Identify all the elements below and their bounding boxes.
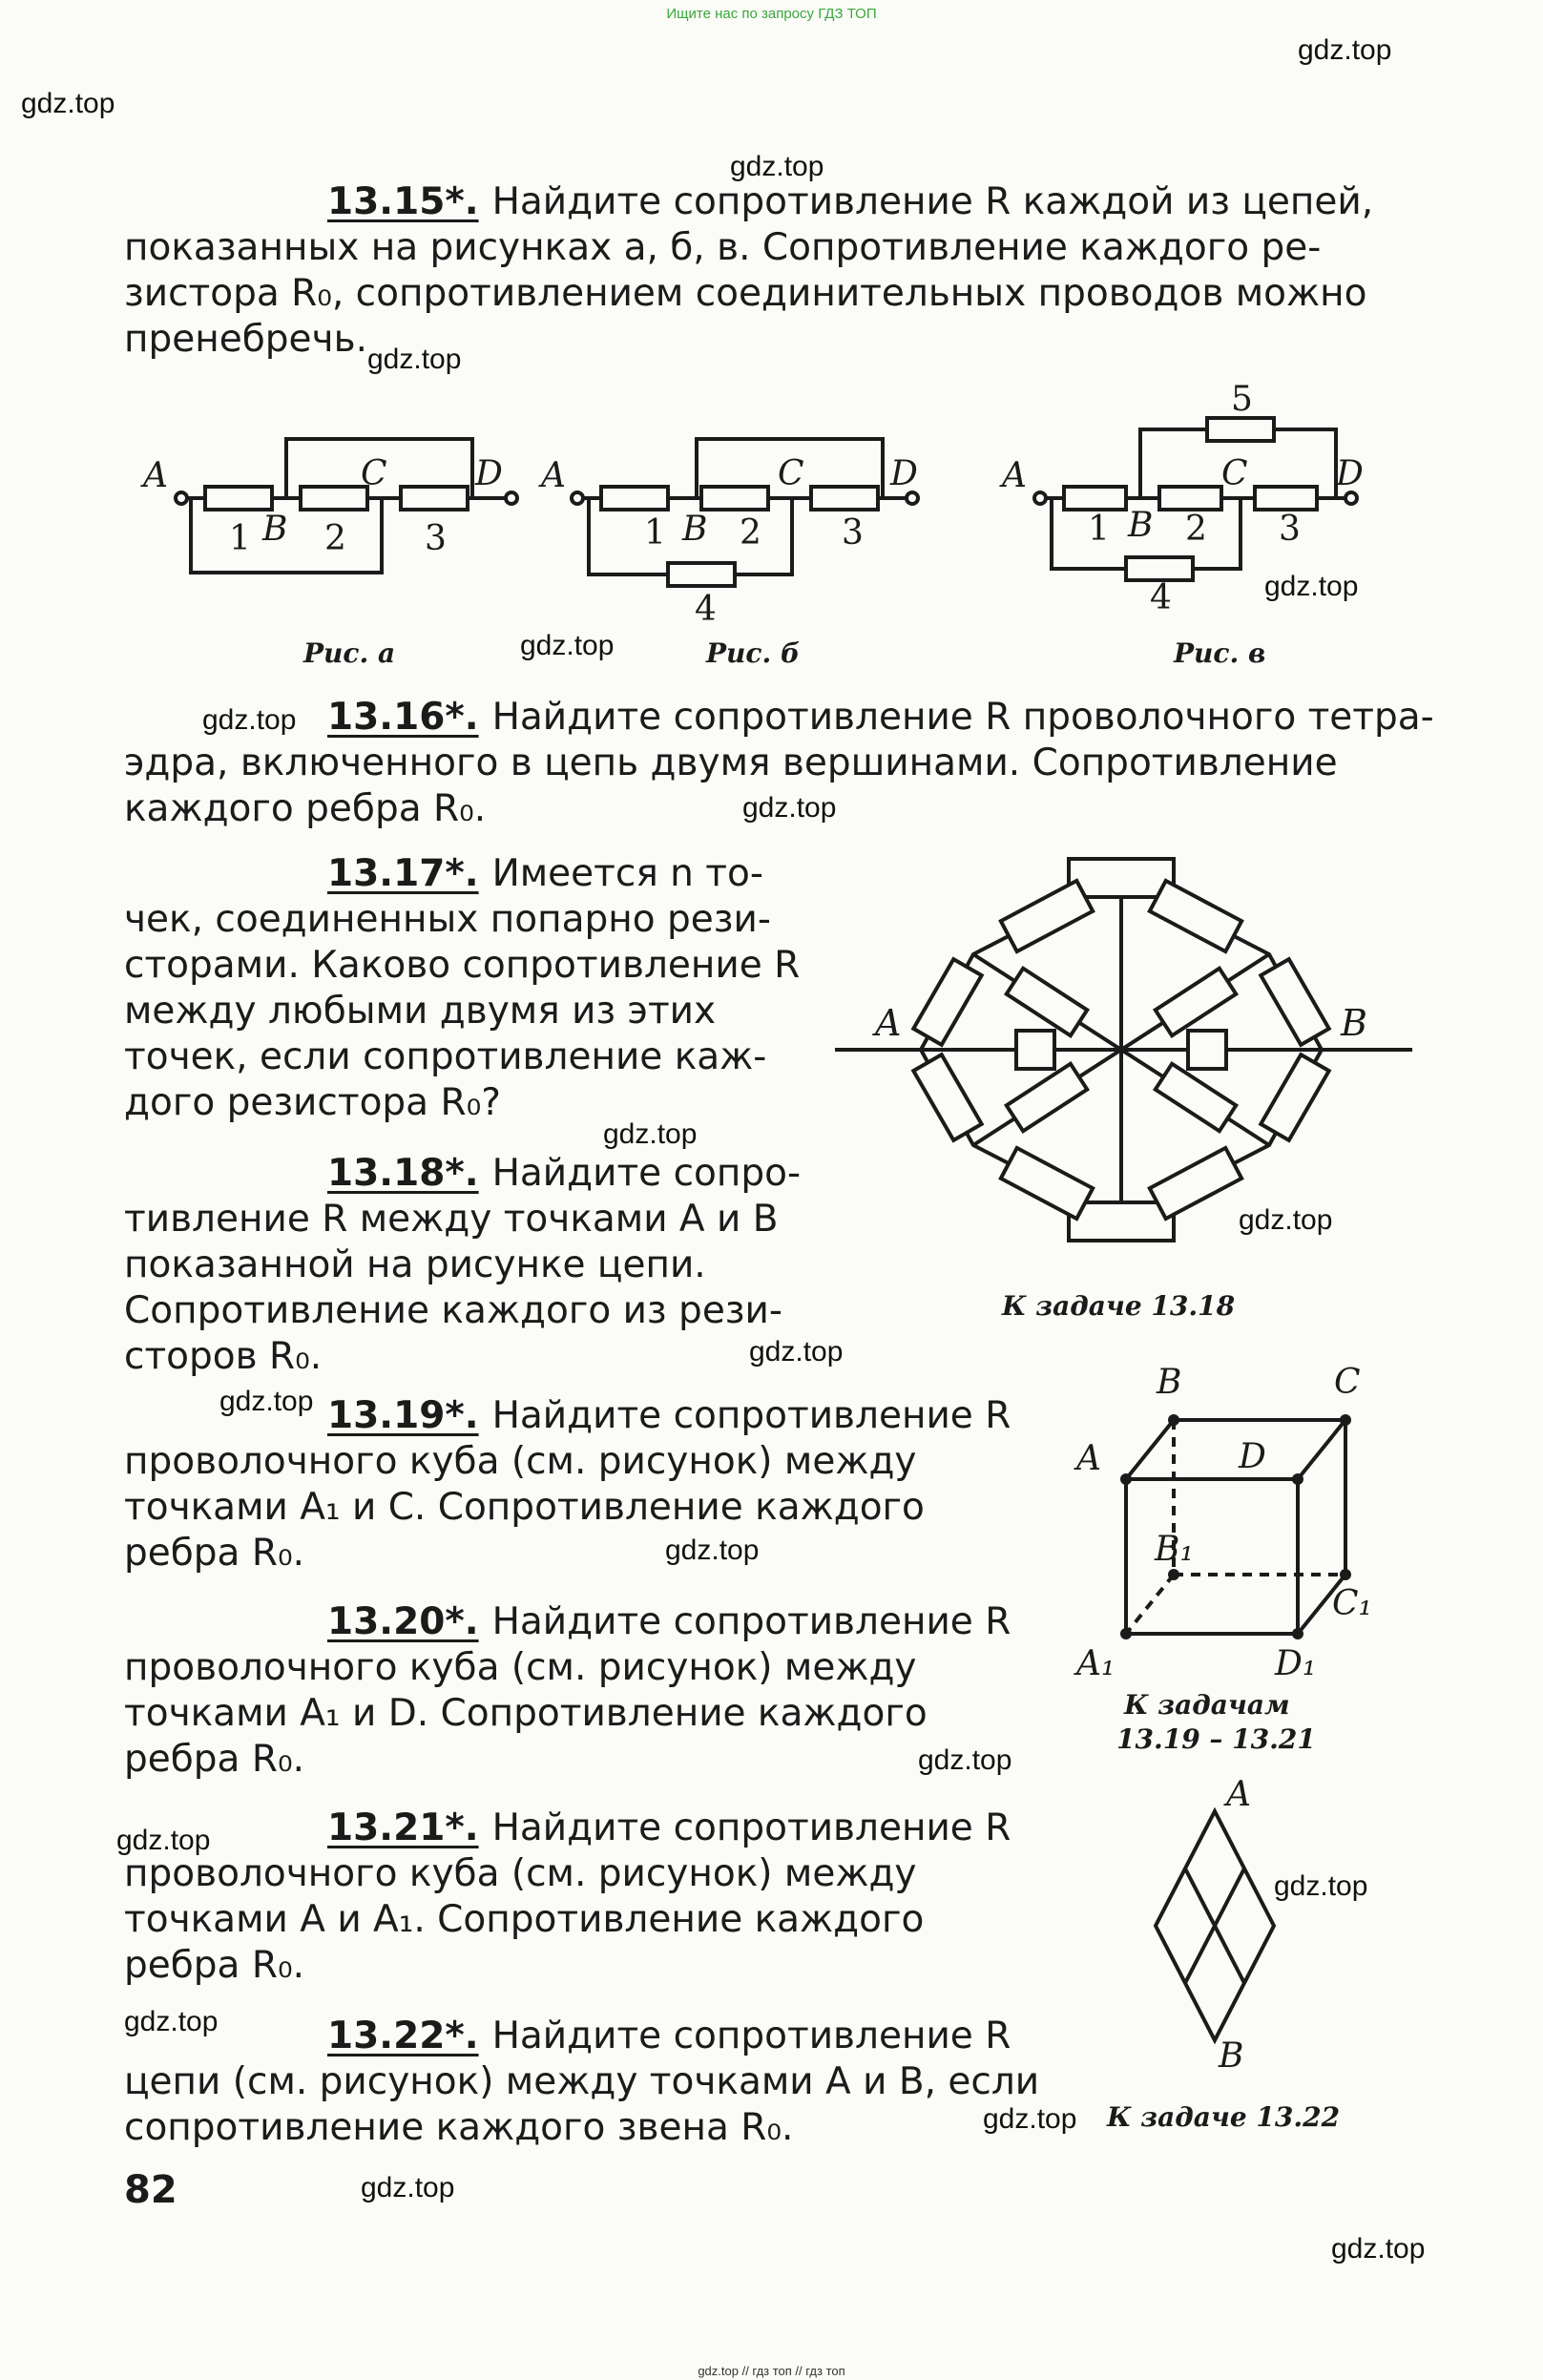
watermark: gdz.top — [367, 344, 462, 375]
problem-13-18-line-3: показанной на рисунке цепи. — [124, 1243, 706, 1286]
fig-v-label-B: B — [1128, 506, 1154, 545]
cube-label-B1: B₁ — [1155, 1530, 1194, 1569]
cube-label-D1: D₁ — [1275, 1644, 1317, 1683]
problem-13-22-line-3: сопротивление каждого звена R₀. — [124, 2106, 794, 2149]
watermark: gdz.top — [124, 2006, 219, 2037]
problem-13-21-line-1: 13.21*. Найдите сопротивление R — [327, 1806, 1011, 1849]
problem-13-21-line-2: проволочного куба (см. рисунок) между — [124, 1852, 917, 1895]
problem-13-21-line-3: точками A и A₁. Сопротивление каждого — [124, 1898, 925, 1941]
problem-13-17-line-1: 13.17*. Имеется n то- — [327, 852, 763, 895]
fig-a-resistor-3: 3 — [425, 519, 447, 558]
problem-13-15-line-1: 13.15*. Найдите сопротивление R каждой из цепей, — [327, 180, 1374, 223]
header-banner[interactable]: Ищите нас по запросу ГДЗ ТОП — [666, 6, 877, 22]
fig-a-label-C: C — [361, 454, 387, 493]
fig-v-caption: Рис. в — [1174, 637, 1266, 669]
problem-13-18-line-1: 13.18*. Найдите сопро- — [327, 1152, 802, 1195]
cube-caption-line-1: К задачам — [1124, 1689, 1290, 1721]
watermark: gdz.top — [202, 704, 297, 736]
cube-label-B: B — [1157, 1363, 1182, 1402]
watermark: gdz.top — [1239, 1204, 1333, 1236]
fig-a-label-A: A — [143, 456, 168, 495]
watermark: gdz.top — [742, 792, 837, 824]
fig-rhombus — [1140, 1773, 1303, 2078]
watermark: gdz.top — [983, 2103, 1077, 2135]
fig-13-18-label-B: B — [1341, 1002, 1367, 1044]
rhombus-label-A: A — [1226, 1775, 1251, 1814]
watermark: gdz.top — [520, 630, 615, 661]
watermark: gdz.top — [730, 151, 824, 182]
problem-13-15-line-4: пренебречь. — [124, 318, 367, 361]
fig-a-label-B: B — [262, 510, 288, 549]
problem-13-19-line-4: ребра R₀. — [124, 1532, 304, 1575]
watermark: gdz.top — [21, 88, 115, 119]
rhombus-caption: К задаче 13.22 — [1107, 2101, 1341, 2133]
fig-b-label-C: C — [778, 454, 804, 493]
cube-label-C: C — [1334, 1363, 1361, 1402]
fig-a-caption: Рис. а — [303, 637, 396, 669]
problem-13-18-line-2: тивление R между точками A и B — [124, 1198, 779, 1241]
problem-13-22-line-1: 13.22*. Найдите сопротивление R — [327, 2015, 1011, 2057]
problem-13-19-line-3: точками A₁ и C. Сопротивление каждого — [124, 1486, 925, 1529]
fig-a-label-D: D — [475, 454, 503, 493]
watermark: gdz.top — [749, 1336, 844, 1367]
cube-label-C1: C₁ — [1332, 1584, 1372, 1623]
problem-13-22-line-2: цепи (см. рисунок) между точками A и B, если — [124, 2060, 1040, 2103]
problem-13-16-number: 13.16*. — [327, 696, 479, 739]
problem-13-20-number: 13.20*. — [327, 1600, 479, 1643]
fig-v-resistor-4: 4 — [1150, 578, 1172, 617]
fig-a-resistor-1: 1 — [229, 519, 251, 558]
problem-13-17-line-6: дого резистора R₀? — [124, 1081, 501, 1124]
problem-13-17-number: 13.17*. — [327, 852, 479, 895]
fig-v-label-D: D — [1336, 454, 1364, 493]
watermark: gdz.top — [116, 1825, 211, 1856]
fig-b-resistor-4: 4 — [695, 590, 717, 629]
problem-13-20-line-1: 13.20*. Найдите сопротивление R — [327, 1600, 1011, 1643]
fig-b-label-A: A — [541, 456, 566, 495]
fig-b-resistor-1: 1 — [644, 513, 666, 553]
problem-13-17-line-2: чек, соединенных попарно рези- — [124, 898, 771, 941]
problem-13-16-line-3: каждого ребра R₀. — [124, 787, 487, 830]
fig-cube — [1076, 1363, 1393, 1683]
problem-13-15-line-2: показанных на рисунках а, б, в. Сопротивление каждого ре- — [124, 226, 1322, 269]
fig-v-label-A: A — [1002, 456, 1027, 495]
problem-13-15-line-3: зистора R₀, сопротивлением соединительных проводов можно — [124, 272, 1367, 315]
problem-13-18-number: 13.18*. — [327, 1152, 479, 1195]
fig-v-resistor-5: 5 — [1231, 380, 1253, 419]
fig-b-label-B: B — [682, 510, 708, 549]
problem-13-18-line-4: Сопротивление каждого из рези- — [124, 1289, 782, 1332]
footer-banner[interactable]: gdz.top // гдз топ // гдз топ — [698, 2364, 845, 2378]
problem-13-15-number: 13.15*. — [327, 180, 479, 223]
cube-label-A1: A₁ — [1076, 1644, 1116, 1683]
fig-13-18-circuit — [835, 840, 1412, 1298]
cube-caption-line-2: 13.19 – 13.21 — [1116, 1723, 1316, 1755]
watermark: gdz.top — [603, 1118, 698, 1150]
rhombus-label-B: B — [1219, 2036, 1244, 2076]
fig-13-18-caption: К задаче 13.18 — [1002, 1290, 1236, 1322]
fig-13-18-label-A: A — [875, 1002, 902, 1044]
fig-b-resistor-2: 2 — [740, 513, 761, 553]
problem-13-20-line-3: точками A₁ и D. Сопротивление каждого — [124, 1692, 928, 1735]
fig-v-resistor-1: 1 — [1088, 510, 1110, 549]
problem-13-20-line-4: ребра R₀. — [124, 1738, 304, 1781]
problem-13-16-line-2: эдра, включенного в цепь двумя вершинами. Сопротивление — [124, 741, 1338, 784]
fig-v-label-C: C — [1221, 454, 1248, 493]
problem-13-21-line-4: ребра R₀. — [124, 1944, 304, 1987]
problem-13-17-line-3: сторами. Каково сопротивление R — [124, 944, 801, 987]
problem-13-19-line-2: проволочного куба (см. рисунок) между — [124, 1440, 917, 1483]
watermark: gdz.top — [1298, 34, 1392, 66]
problem-13-19-number: 13.19*. — [327, 1394, 479, 1437]
watermark: gdz.top — [1264, 571, 1359, 602]
fig-a-resistor-2: 2 — [324, 519, 346, 558]
problem-13-18-line-5: сторов R₀. — [124, 1335, 323, 1378]
fig-b-label-D: D — [890, 454, 918, 493]
cube-label-D: D — [1239, 1437, 1266, 1476]
fig-v-resistor-2: 2 — [1185, 510, 1207, 549]
problem-13-17-line-4: между любыми двумя из этих — [124, 990, 717, 1033]
watermark: gdz.top — [219, 1386, 314, 1417]
fig-b-resistor-3: 3 — [842, 513, 864, 553]
watermark: gdz.top — [918, 1744, 1012, 1776]
fig-b-caption: Рис. б — [706, 637, 801, 669]
fig-v-resistor-3: 3 — [1279, 510, 1301, 549]
problem-13-20-line-2: проволочного куба (см. рисунок) между — [124, 1646, 917, 1689]
watermark: gdz.top — [665, 1534, 760, 1566]
problem-13-17-line-5: точек, если сопротивление каж- — [124, 1035, 767, 1078]
problem-13-21-number: 13.21*. — [327, 1806, 479, 1849]
cube-label-A: A — [1076, 1439, 1101, 1478]
problem-13-22-number: 13.22*. — [327, 2015, 479, 2057]
watermark: gdz.top — [1274, 1870, 1368, 1902]
problem-13-19-line-1: 13.19*. Найдите сопротивление R — [327, 1394, 1011, 1437]
page-number: 82 — [124, 2168, 177, 2212]
watermark: gdz.top — [361, 2172, 455, 2203]
problem-13-16-line-1: 13.16*. Найдите сопротивление R проволочного тетра- — [327, 696, 1434, 739]
watermark: gdz.top — [1331, 2233, 1426, 2265]
